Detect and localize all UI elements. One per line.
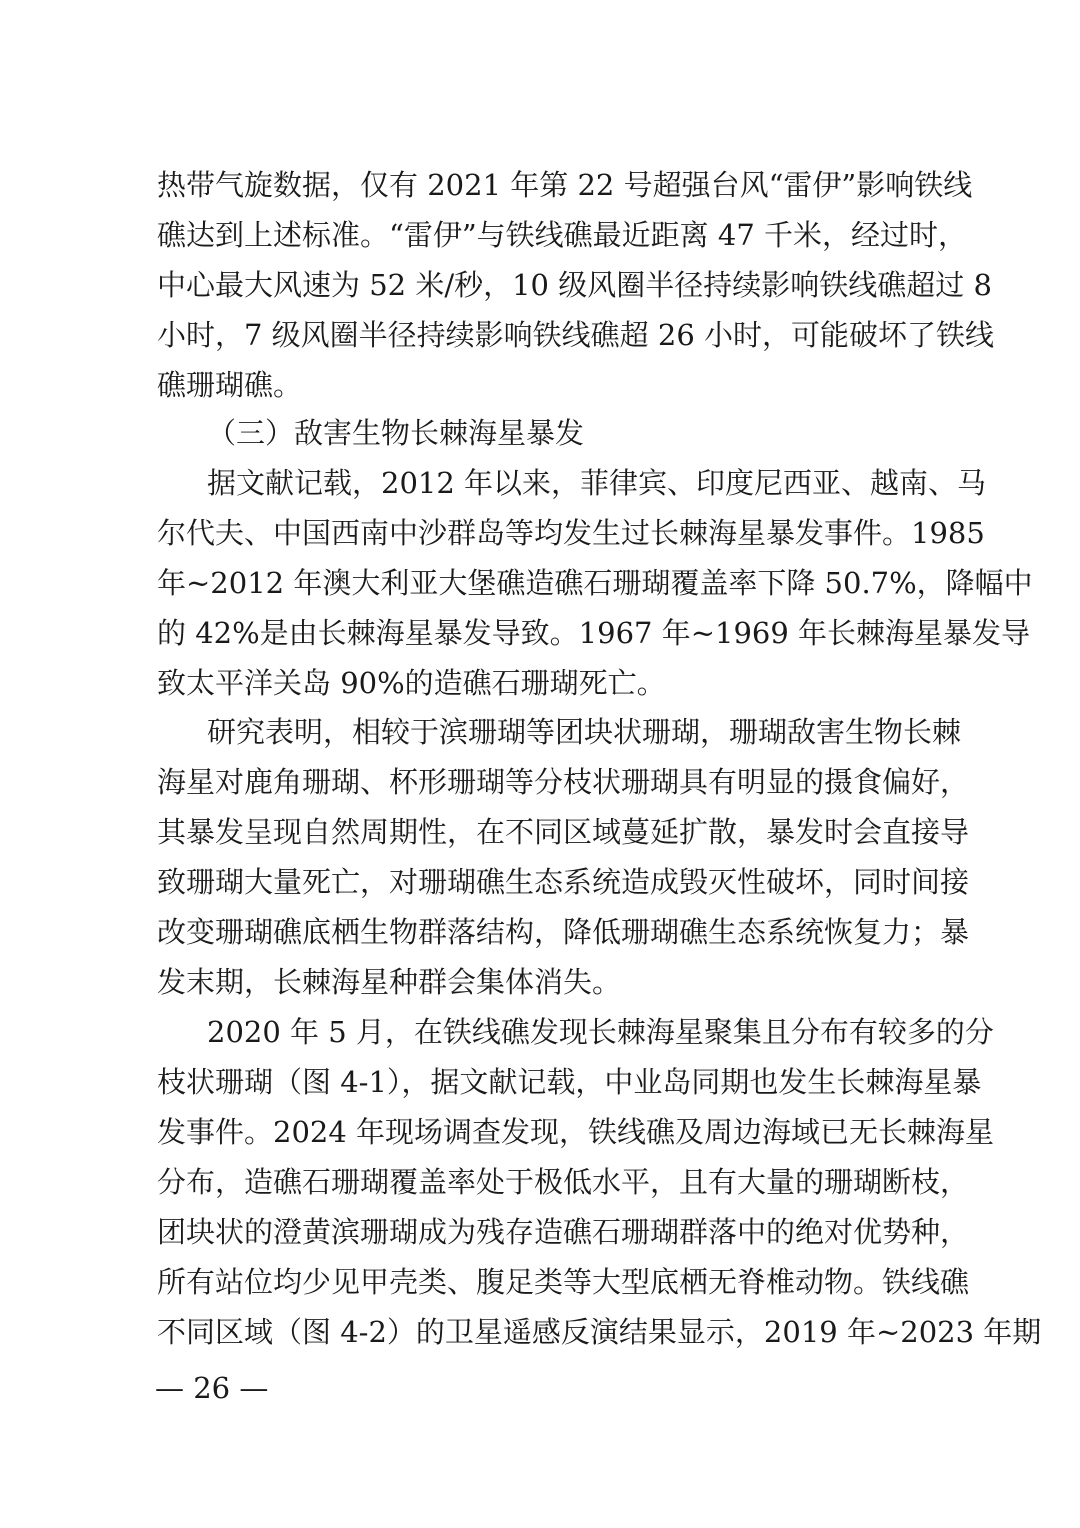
text-line: 研究表明，相较于滨珊瑚等团块状珊瑚，珊瑚敌害生物长棘 [207,715,962,749]
text-line: 团块状的澄黄滨珊瑚成为残存造礁石珊瑚群落中的绝对优势种， [157,1215,970,1249]
text-line: 致珊瑚大量死亡，对珊瑚礁生态系统造成毁灭性破坏，同时间接 [157,865,970,899]
text-line: 海星对鹿角珊瑚、杯形珊瑚等分枝状珊瑚具有明显的摄食偏好， [157,765,970,799]
text-line: 发事件。2024 年现场调查发现，铁线礁及周边海域已无长棘海星 [157,1115,995,1149]
text-line: 的 42%是由长棘海星暴发导致。1967 年~1969 年长棘海星暴发导 [157,616,1031,650]
text-line: 所有站位均少见甲壳类、腹足类等大型底栖无脊椎动物。铁线礁 [157,1265,970,1299]
text-line: 尔代夫、中国西南中沙群岛等均发生过长棘海星暴发事件。1985 [157,516,985,550]
text-line: 2020 年 5 月，在铁线礁发现长棘海星聚集且分布有较多的分 [207,1015,994,1049]
text-line: 礁达到上述标准。“雷伊”与铁线礁最近距离 47 千米，经过时， [157,218,967,252]
page-number: — 26 — [155,1371,269,1405]
text-line: 改变珊瑚礁底栖生物群落结构，降低珊瑚礁生态系统恢复力；暴 [157,915,970,949]
text-line: 分布，造礁石珊瑚覆盖率处于极低水平，且有大量的珊瑚断枝， [157,1165,970,1199]
text-line: 中心最大风速为 52 米/秒，10 级风圈半径持续影响铁线礁超过 8 [157,268,992,302]
text-line: 礁珊瑚礁。 [157,368,303,402]
text-line: 枝状珊瑚（图 4-1），据文献记载，中业岛同期也发生长棘海星暴 [157,1065,982,1099]
text-line: 据文献记载，2012 年以来，菲律宾、印度尼西亚、越南、马 [207,466,987,500]
text-line: 不同区域（图 4-2）的卫星遥感反演结果显示，2019 年~2023 年期 [157,1315,1042,1349]
text-line: 致太平洋关岛 90%的造礁石珊瑚死亡。 [157,666,666,700]
text-line: 热带气旋数据，仅有 2021 年第 22 号超强台风“雷伊”影响铁线 [157,168,973,202]
text-line: 小时，7 级风圈半径持续影响铁线礁超 26 小时，可能破坏了铁线 [157,318,995,352]
text-line: 年~2012 年澳大利亚大堡礁造礁石珊瑚覆盖率下降 50.7%，降幅中 [157,566,1033,600]
text-line: 其暴发呈现自然周期性，在不同区域蔓延扩散，暴发时会直接导 [157,815,970,849]
section-heading: （三）敌害生物长棘海星暴发 [207,416,585,450]
text-line: 发末期，长棘海星种群会集体消失。 [157,965,622,999]
